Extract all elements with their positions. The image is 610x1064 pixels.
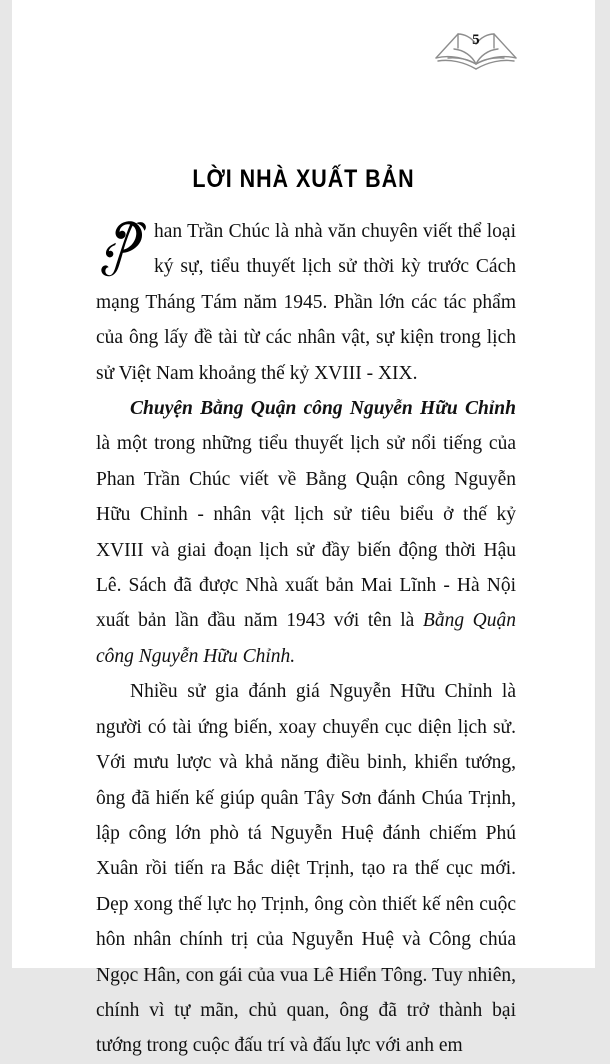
paragraph-3-text: Nhiều sử gia đánh giá Nguyễn Hữu Chỉnh là người có tài ứng biến, xoay chuyển cục diện lịch sử. Với mưu lược và khả năng điều binh, khiển tướng, ông đã hiến kế giúp quân Tây Sơn đánh Chúa Trịnh, lập công lớn phò tá Nguyễn Huệ đánh chiếm Phú Xuân rồi tiến ra Bắc diệt Trịnh, tạo ra thế cục mới. Dẹp xong thế lực họ Trịnh, ông còn thiết kế nên cuộc hôn nhân chính trị của Nguyễn Huệ và Công chúa Ngọc Hân, con gái của vua Lê Hiển Tông. Tuy nhiên, chính vì tự mãn, chủ quan, ông đã trở thành bại tướng trong cuộc đấu trí và đấu lực với anh em	[96, 681, 516, 1057]
page-header	[12, 0, 595, 110]
paragraph-2	[96, 391, 516, 674]
book-title-italic: Bằng Quận công Nguyễn Hữu Chỉnh.	[96, 610, 516, 667]
page-number: 5	[472, 32, 480, 48]
paragraph-3	[96, 674, 516, 1063]
page-title: LỜI NHÀ XUẤT BẢN	[192, 164, 415, 193]
paragraph-2-text: là một trong những tiểu thuyết lịch sử nổi tiếng của Phan Trần Chúc viết về Bằng Quận công Nguyễn Hữu Chỉnh - nhân vật lịch sử tiêu biểu ở thế kỷ XVIII và giai đoạn lịch sử đầy biến động thời Hậu Lê. Sách đã được Nhà xuất bản Mai Lĩnh - Hà Nội xuất bản lần đầu năm 1943 với tên là	[96, 433, 516, 632]
book-title-bold-italic: Chuyện Bằng Quận công Nguyễn Hữu Chỉnh	[130, 398, 516, 420]
body-text-column	[96, 214, 516, 1064]
page-sheet	[12, 0, 595, 1057]
drop-cap-letter-p	[96, 216, 152, 278]
paragraph-1	[96, 214, 516, 391]
paragraph-1-text: han Trần Chúc là nhà văn chuyên viết thể loại ký sự, tiểu thuyết lịch sử thời kỳ trước Cách mạng Tháng Tám năm 1945. Phần lớn các tác phẩm của ông lấy đề tài từ các nhân vật, sự kiện trong lịch sử Việt Nam khoảng thế kỷ XVIII - XIX.	[96, 221, 516, 384]
